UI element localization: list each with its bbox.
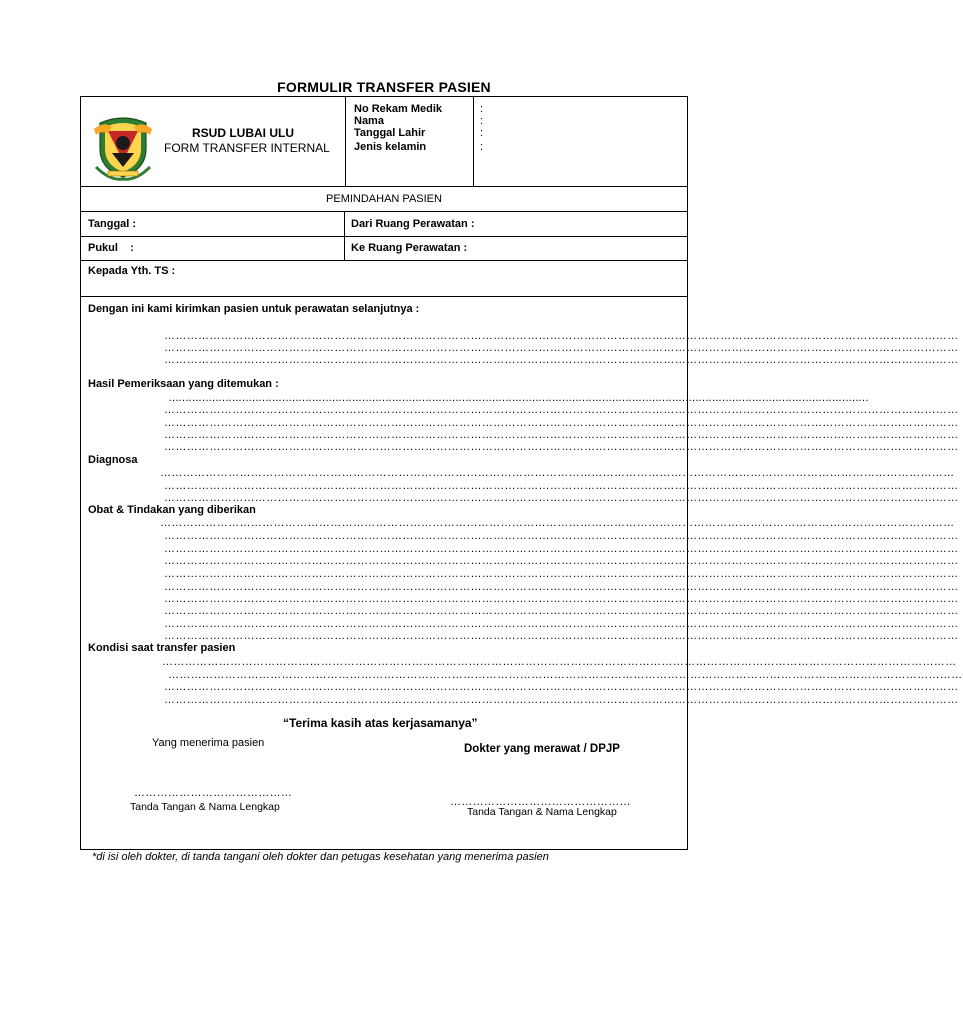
dotted-line: ………………………………………………………………………………………………………………………………………………………………………………………… xyxy=(164,618,959,630)
doctor-title: Dokter yang merawat / DPJP xyxy=(464,743,620,755)
receiver-title: Yang menerima pasien xyxy=(152,737,265,749)
dotted-line: ………………………………………………………………………………………………………………………………………………………………………………………… xyxy=(164,581,959,593)
dotted-line: ………………………………………………………………………………………………………………………………………………………………………………………… xyxy=(168,669,963,681)
doctor-signature-caption: Tanda Tangan & Nama Lengkap xyxy=(467,806,617,818)
dotted-line: ………………………………………………………………………………………………………………………………………………………………………………………… xyxy=(164,441,959,453)
receiver-signature-caption: Tanda Tangan & Nama Lengkap xyxy=(130,801,280,813)
dotted-line: ………………………………………………………………………………………………………………………………………………………………………………………… xyxy=(164,492,959,504)
header-divider xyxy=(345,96,346,187)
field-tanggal: Tanggal : xyxy=(88,218,137,230)
header-colon-divider xyxy=(473,96,474,187)
field-dari-ruang: Dari Ruang Perawatan : xyxy=(351,218,475,230)
form-title: FORMULIR TRANSFER PASIEN xyxy=(277,79,491,95)
section-hasil-pemeriksaan: Hasil Pemeriksaan yang ditemukan : xyxy=(88,378,279,390)
rule xyxy=(80,186,688,187)
field-tanggal-lahir: Tanggal Lahir xyxy=(354,127,426,139)
field-ke-ruang: Ke Ruang Perawatan : xyxy=(351,242,468,254)
dotted-line: ………………………………………………………………………………………………………………………………………………………………………………………… xyxy=(162,656,957,668)
section-kondisi: Kondisi saat transfer pasien xyxy=(88,642,236,654)
field-no-rekam-medik: No Rekam Medik xyxy=(354,103,443,115)
footnote: *di isi oleh dokter, di tanda tangani oleh dokter dan petugas kesehatan yang menerima pasien xyxy=(92,851,549,863)
field-jenis-kelamin: Jenis kelamin xyxy=(354,141,427,153)
dotted-line: ………………………………………………………………………………………………………………………………………………………………………………………… xyxy=(164,354,959,366)
dotted-line: ………………………………………………………………………………………………………………………………………………………………………………………… xyxy=(164,530,959,542)
section-diagnosa: Diagnosa xyxy=(88,454,138,466)
receiver-signature-line: …………………………………… xyxy=(134,787,293,799)
dotted-line: ………………………………………………………………………………………………………………………………………………………………………………………… xyxy=(164,681,959,693)
field-pukul: Pukul : xyxy=(88,242,134,254)
dotted-line: ………………………………………………………………………………………………………………………………………………………………………………………… xyxy=(160,467,955,479)
dotted-line: ………………………………………………………………………………………………………………………………………………………………………………………… xyxy=(164,417,959,429)
colon: : xyxy=(480,127,484,139)
rule xyxy=(80,211,688,212)
dotted-line: ………………………………………………………………………………………………………………………………………………………………………………………… xyxy=(164,694,959,706)
form-type: FORM TRANSFER INTERNAL xyxy=(164,141,330,155)
dotted-line: ………………………………………………………………………………………………………………………………………………………………………………………… xyxy=(164,543,959,555)
doctor-signature-line: ………………………………………… xyxy=(450,796,631,808)
section-pengantar: Dengan ini kami kirimkan pasien untuk perawatan selanjutnya : xyxy=(88,303,420,315)
hospital-logo xyxy=(90,109,156,181)
hospital-name: RSUD LUBAI ULU xyxy=(192,126,294,140)
section-title: PEMINDAHAN PASIEN xyxy=(326,193,442,205)
dotted-line: ………………………………………………………………………………………………………………………………………………………………………………………… xyxy=(164,593,959,605)
closing-text: “Terima kasih atas kerjasamanya” xyxy=(283,716,478,730)
rule xyxy=(80,260,688,261)
field-nama: Nama xyxy=(354,115,384,127)
field-divider xyxy=(344,211,345,260)
dotted-line: ………………………………………………………………………………………………………………………………………………………………………………………… xyxy=(164,630,959,642)
dotted-line: ………………………………………………………………………………………………………………………………………………………………………………………… xyxy=(164,480,959,492)
dotted-line: ………………………………………………………………………………………………………………………………………………………………………………………… xyxy=(164,429,959,441)
dotted-line: ………………………………………………………………………………………………………………………………………………………………………………………… xyxy=(164,568,959,580)
dotted-line: ………………………………………………………………………………………………………………………………………………………………………………………… xyxy=(164,404,959,416)
dotted-line: ………………………………………………………………………………………………………………………………………………………………………………………… xyxy=(164,342,959,354)
dotted-line: ………………………………………………………………………………………………………………………………………………………………………………………… xyxy=(164,605,959,617)
section-obat-tindakan: Obat & Tindakan yang diberikan xyxy=(88,504,256,516)
dotted-line: ………………………………………………………………………………………………………………………………………………………………………………………… xyxy=(164,555,959,567)
dotted-line: ………………………………………………………………………………………………………………………………………………………………………………………… xyxy=(164,330,959,342)
rule xyxy=(80,296,688,297)
rule xyxy=(80,236,688,237)
dotted-line: ………………………………………………………………………………………………………………………………………………………………………………………… xyxy=(168,392,868,404)
colon: : xyxy=(480,103,484,115)
field-kepada: Kepada Yth. TS : xyxy=(88,265,176,277)
colon: : xyxy=(480,141,484,153)
dotted-line: ………………………………………………………………………………………………………………………………………………………………………………………… xyxy=(160,517,955,529)
colon: : xyxy=(480,115,484,127)
